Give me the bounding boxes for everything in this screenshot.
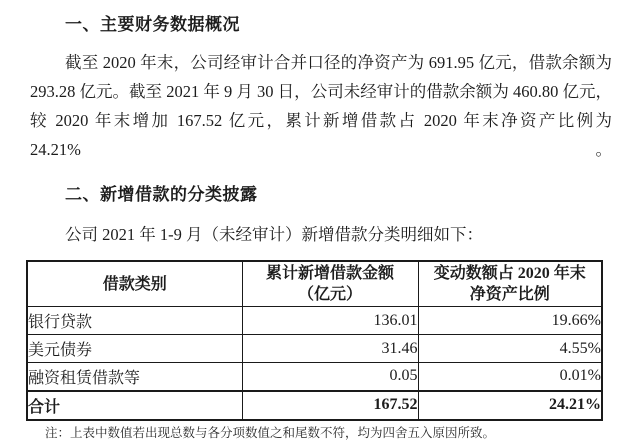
table-row bbox=[27, 363, 602, 391]
table-intro: 公司 2021 年 1-9 月（未经审计）新增借款分类明细如下： bbox=[65, 225, 483, 244]
paragraph-line: 293.28 亿元。截至 2021 年 9 月 30 日，公司未经审计的借款余额为 460.80 亿元， bbox=[30, 82, 612, 101]
cell-category: 美元债券 bbox=[27, 335, 242, 363]
cell-ratio: 24.21% bbox=[418, 391, 602, 420]
cell-amount: 0.05 bbox=[242, 363, 418, 391]
footnote: 注：上表中数值若出现总数与各分项数值之和尾数不符，均为四舍五入原因所致。 bbox=[45, 425, 496, 440]
cell-amount: 31.46 bbox=[242, 335, 418, 363]
paragraph-line: 截至 2020 年末，公司经审计合并口径的净资产为 691.95 亿元，借款余额为 bbox=[65, 53, 612, 72]
header-amount-line2: （亿元） bbox=[297, 286, 362, 303]
cell-ratio: 19.66% bbox=[418, 307, 602, 335]
section2-heading: 二、新增借款的分类披露 bbox=[65, 185, 258, 204]
borrowings-table bbox=[26, 260, 603, 421]
table-header-ratio bbox=[418, 261, 602, 307]
document-page bbox=[0, 13, 630, 440]
cell-ratio: 0.01% bbox=[418, 363, 602, 391]
cell-category: 融资租赁借款等 bbox=[27, 363, 242, 391]
header-category-label: 借款类别 bbox=[102, 275, 167, 293]
header-ratio-line2: 净资产比例 bbox=[469, 286, 550, 303]
section1-heading: 一、主要财务数据概况 bbox=[65, 15, 240, 34]
cell-ratio: 4.55% bbox=[418, 335, 602, 363]
paragraph-line: 较 2020 年末增加 167.52 亿元，累计新增借款占 2020 年末净资产比例为 24.21%。 bbox=[30, 111, 612, 159]
section1-paragraph bbox=[30, 48, 612, 164]
header-amount-line1: 累计新增借款金额 bbox=[265, 265, 394, 282]
table-row bbox=[27, 335, 602, 363]
cell-category: 银行贷款 bbox=[27, 307, 242, 335]
table-header-row bbox=[27, 261, 602, 307]
table-total-row bbox=[27, 391, 602, 420]
header-ratio-line1: 变动数额占 2020 年末 bbox=[433, 265, 586, 282]
cell-category: 合计 bbox=[27, 391, 242, 420]
cell-amount: 167.52 bbox=[242, 391, 418, 420]
table-header-amount bbox=[242, 261, 418, 307]
cell-amount: 136.01 bbox=[242, 307, 418, 335]
table-header-category bbox=[27, 261, 242, 307]
table-row bbox=[27, 307, 602, 335]
